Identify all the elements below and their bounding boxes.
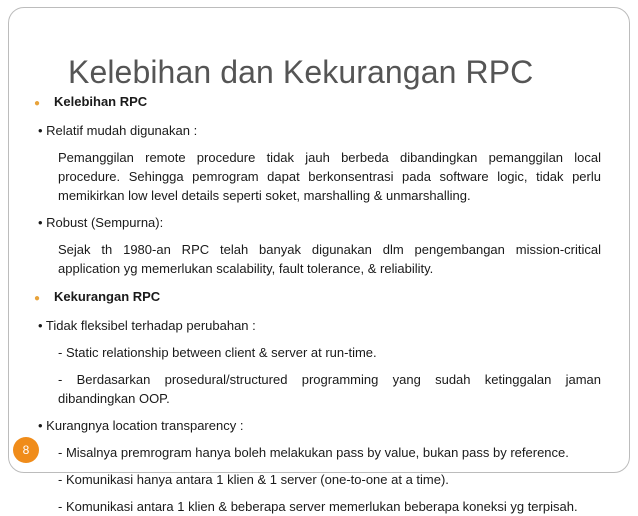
advantage-2-text: Sejak th 1980-an RPC telah banyak digunakan dlm pengembangan mission-critical application yg memerlukan scalability, fault tolerance, & reliability. (58, 242, 601, 276)
slide-content (34, 92, 601, 516)
disadvantage-1-point: - Berdasarkan prosedural/structured programming yang sudah ketinggalan jaman dibandingkan OOP. (58, 372, 601, 406)
bullet-icon: ● (34, 98, 41, 109)
advantage-1-label: • Relatif mudah digunakan : (38, 123, 198, 138)
disadvantage-2-point: - Komunikasi antara 1 klien & beberapa server memerlukan beberapa koneksi yg terpisah. (58, 499, 578, 514)
bullet-icon: ● (34, 293, 41, 304)
advantage-2-label: • Robust (Sempurna): (38, 215, 164, 230)
disadvantage-1-label: • Tidak fleksibel terhadap perubahan : (38, 318, 256, 333)
disadvantages-heading-row (34, 287, 601, 308)
slide-title: Kelebihan dan Kekurangan RPC (68, 54, 534, 90)
disadvantages-heading: Kekurangan RPC (54, 289, 161, 304)
advantage-1-text: Pemanggilan remote procedure tidak jauh berbeda dibandingkan pemanggilan local procedure. Sehingga pemrogram dapat berkonsentrasi pada software logic, tidak perlu memikirkan low level details seperti soket, marshalling & unmarshalling. (58, 150, 601, 203)
disadvantage-2-point: - Misalnya premrogram hanya boleh melakukan pass by value, bukan pass by reference. (58, 445, 569, 460)
page-number-badge: 8 (13, 437, 39, 463)
advantages-heading-row (34, 92, 601, 113)
disadvantage-1-point: - Static relationship between client & server at run-time. (58, 345, 377, 360)
disadvantage-2-point: - Komunikasi hanya antara 1 klien & 1 server (one-to-one at a time). (58, 472, 449, 487)
advantages-heading: Kelebihan RPC (54, 94, 148, 109)
disadvantage-2-label: • Kurangnya location transparency : (38, 418, 244, 433)
